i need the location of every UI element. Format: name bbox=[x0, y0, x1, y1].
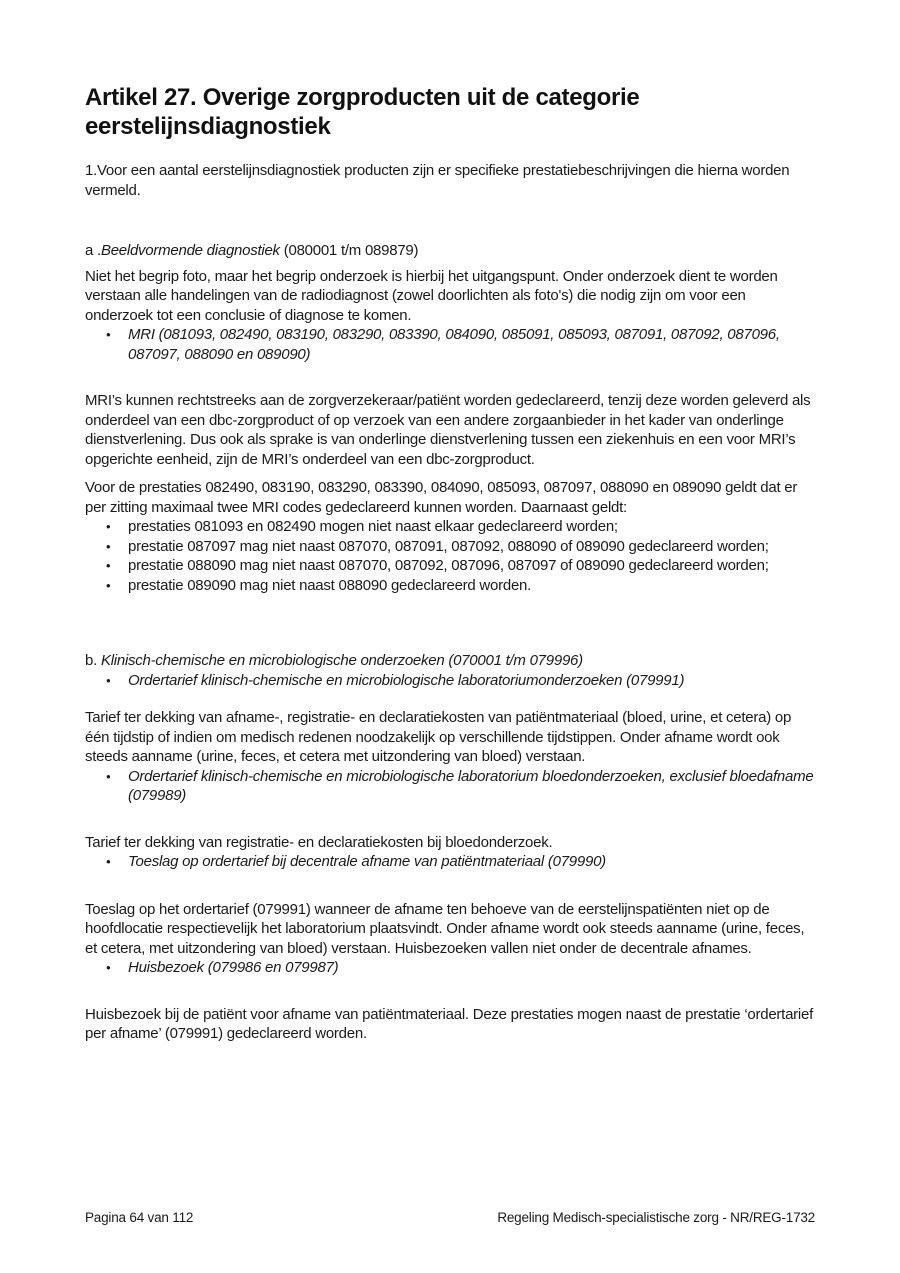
list-item: • Toeslag op ordertarief bij decentrale afname van patiëntmateriaal (079990) bbox=[85, 852, 817, 872]
list-item: • prestatie 088090 mag niet naast 087070, 087092, 087096, 087097 of 089090 gedeclareerd worden; bbox=[85, 556, 817, 576]
section-a-code-range: (080001 t/m 089879) bbox=[279, 242, 419, 259]
huisbezoek-list bbox=[85, 958, 817, 978]
intro-paragraph: 1.Voor een aantal eerstelijnsdiagnostiek producten zijn er specifieke prestatiebeschrijvingen die hierna worden vermeld. bbox=[85, 162, 790, 199]
section-b-prefix: b. bbox=[85, 652, 101, 669]
list-item: • prestatie 087097 mag niet naast 087070, 087091, 087092, 088090 of 089090 gedeclareerd worden; bbox=[85, 537, 817, 557]
mri-code-list bbox=[85, 325, 817, 364]
article-title: Artikel 27. Overige zorgproducten uit de categorie eerstelijnsdiagnostiek bbox=[85, 84, 640, 140]
section-b-name: Klinisch-chemische en microbiologische onderzoeken (070001 t/m 079996) bbox=[100, 652, 583, 669]
toeslag-list bbox=[85, 852, 817, 872]
list-item: • MRI (081093, 082490, 083190, 083290, 083390, 084090, 085091, 085093, 087091, 087092, 087096, 087097, 088090 en 089090) bbox=[85, 325, 817, 364]
section-a-heading bbox=[85, 241, 817, 261]
paragraph-tarief-registratie: Tarief ter dekking van registratie- en declaratiekosten bij bloedonderzoek. bbox=[85, 833, 553, 851]
paragraph-prestaties: Voor de prestaties 082490, 083190, 083290, 083390, 084090, 085093, 087097, 088090 en 089090 geldt dat er per zitting maximaal twee MRI codes gedeclareerd kunnen worden. Daarnaast geldt: bbox=[85, 479, 798, 516]
paragraph-mri-declaratie: MRI’s kunnen rechtstreeks aan de zorgverzekeraar/patiënt worden gedeclareerd, tenzij deze worden geleverd als onderdeel van een dbc-zorgproduct of op verzoek van een andere zorgaanbieder in het kader van onderlinge dienstverlening. Dus ook als sprake is van onderlinge dienstverlening tussen een ziekenhuis en een voor MRI’s opgerichte eenheid, zijn de MRI’s onderdeel van een dbc-zorgproduct. bbox=[85, 392, 811, 468]
list-item: • Ordertarief klinisch-chemische en microbiologische laboratorium bloedonderzoeken, exclusief bloedafname (079989) bbox=[85, 767, 817, 806]
list-item: • prestatie 089090 mag niet naast 088090 gedeclareerd worden. bbox=[85, 576, 817, 596]
section-b-heading bbox=[85, 651, 817, 671]
list-item: • Huisbezoek (079986 en 079987) bbox=[85, 958, 817, 978]
paragraph-onderzoek: Niet het begrip foto, maar het begrip onderzoek is hierbij het uitgangspunt. Onder onderzoek dient te worden verstaan alle handelingen van de radiodiagnost (zowel doorlichten als foto's) die nodig zijn om voor een onderzoek tot een conclusie of diagnose te komen. bbox=[85, 267, 778, 324]
list-item: • prestaties 081093 en 082490 mogen niet naast elkaar gedeclareerd worden; bbox=[85, 517, 817, 537]
paragraph-tarief-afname: Tarief ter dekking van afname-, registratie- en declaratiekosten van patiëntmateriaal (bloed, urine, et cetera) op één tijdstip of indien om medisch redenen noodzakelijk op verschillende tijdstippen. Onder afname wordt ook steeds aanname (urine, feces, et cetera met uitzondering van bloed) verstaan. bbox=[85, 709, 792, 765]
declaration-rules-list bbox=[85, 517, 817, 595]
page-number: Pagina 64 van 112 bbox=[85, 1210, 194, 1225]
paragraph-toeslag: Toeslag op het ordertarief (079991) wanneer de afname ten behoeve van de eerstelijnspatiënten niet op de hoofdlocatie respectievelijk het laboratorium plaatsvindt. Onder afname wordt ook steeds aanname (urine, feces, et cetera, met uitzondering van bloed) verstaan. Huisbezoeken vallen niet onder de decentrale afnames. bbox=[85, 900, 805, 957]
section-a-name: Beeldvormende diagnostiek bbox=[100, 242, 280, 259]
list-item: • Ordertarief klinisch-chemische en microbiologische laboratoriumonderzoeken (079991) bbox=[85, 671, 817, 691]
section-a-prefix: a . bbox=[85, 242, 101, 259]
paragraph-huisbezoek: Huisbezoek bij de patiënt voor afname van patiëntmateriaal. Deze prestaties mogen naast de prestatie ‘ordertarief per afname’ (079991) gedeclareerd worden. bbox=[85, 1005, 814, 1042]
ordertarief-list bbox=[85, 671, 817, 691]
page-footer bbox=[85, 1210, 815, 1225]
document-page bbox=[85, 0, 817, 1273]
bloedonderzoeken-list bbox=[85, 767, 817, 806]
document-reference: Regeling Medisch-specialistische zorg - NR/REG-1732 bbox=[497, 1210, 815, 1225]
